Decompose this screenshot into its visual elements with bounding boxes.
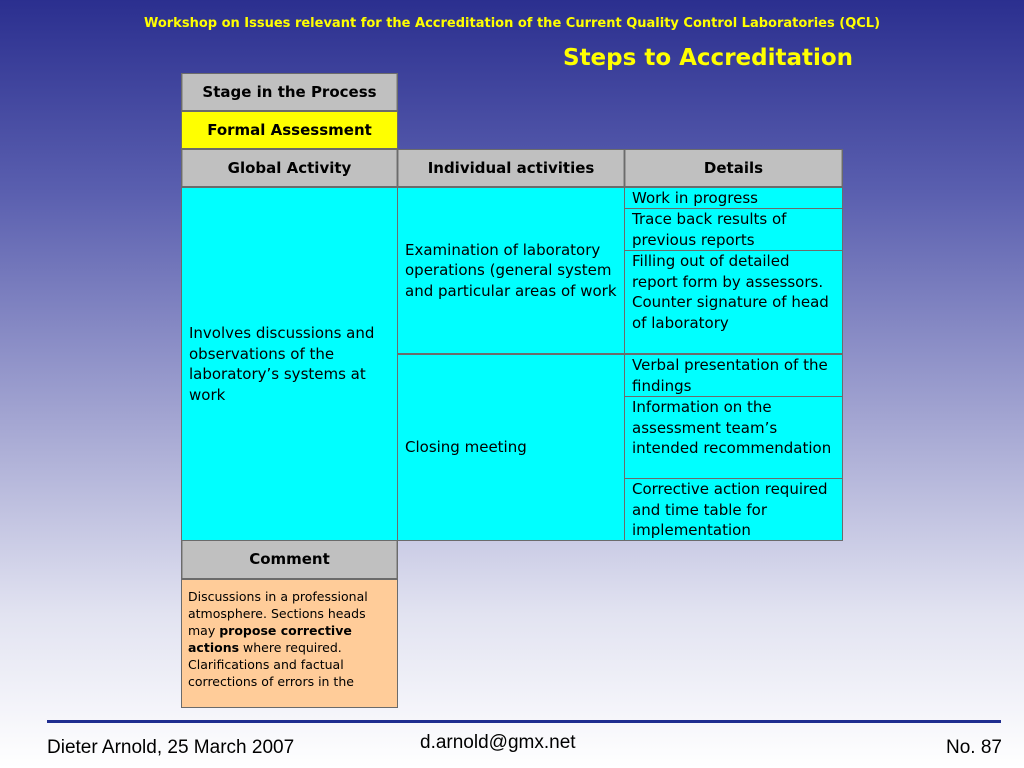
- footer-email: d.arnold@gmx.net: [420, 732, 576, 753]
- comment-text-continued: where required. Clarifications and factual corrections of errors in the: [188, 640, 354, 689]
- workshop-title: Workshop on Issues relevant for the Accreditation of the Current Quality Control Laboratories (QCL): [143, 16, 881, 31]
- individual-activity-cell: [397, 354, 625, 541]
- details-cell: [624, 396, 843, 479]
- detail-trace-back: Trace back results of previous reports: [632, 210, 787, 249]
- detail-corrective-action: Corrective action required and time table for implementation: [632, 480, 828, 539]
- detail-verbal-presentation: Verbal presentation of the findings: [632, 356, 828, 395]
- detail-work-in-progress: Work in progress: [632, 189, 758, 207]
- footer-divider: [47, 720, 1001, 723]
- slide-title: Steps to Accreditation: [563, 45, 854, 71]
- individual-activity-cell: [397, 187, 625, 354]
- col-header-individual-activities: Individual activities: [397, 149, 625, 187]
- col-header-details: Details: [624, 149, 843, 187]
- details-cell: [624, 250, 843, 354]
- footer-slide-number: No. 87: [946, 737, 1002, 758]
- individual-activity-examination: Examination of laboratory operations (general system and particular areas of work: [405, 240, 617, 300]
- comment-header: Comment: [181, 540, 398, 579]
- comment-bold-text: propose corrective actions: [188, 623, 352, 655]
- stage-header: Stage in the Process: [181, 73, 398, 111]
- stage-value: Formal Assessment: [181, 111, 398, 149]
- global-activity-text: Involves discussions and observations of the laboratory’s systems at work: [189, 324, 375, 404]
- details-cell: [624, 208, 843, 251]
- comment-text: Discussions in a professional atmosphere. Sections heads may: [188, 589, 368, 638]
- details-cell: [624, 187, 843, 209]
- individual-activity-closing-meeting: Closing meeting: [405, 438, 527, 457]
- detail-recommendation: Information on the assessment team’s intended recommendation: [632, 398, 832, 457]
- details-cell: [624, 354, 843, 397]
- details-cell: [624, 478, 843, 541]
- col-header-global-activity: Global Activity: [181, 149, 398, 187]
- comment-cell: [181, 579, 398, 708]
- footer-author-date: Dieter Arnold, 25 March 2007: [47, 737, 295, 758]
- global-activity-cell: [181, 187, 398, 541]
- detail-report-form: Filling out of detailed report form by assessors. Counter signature of head of laboratory: [632, 252, 829, 332]
